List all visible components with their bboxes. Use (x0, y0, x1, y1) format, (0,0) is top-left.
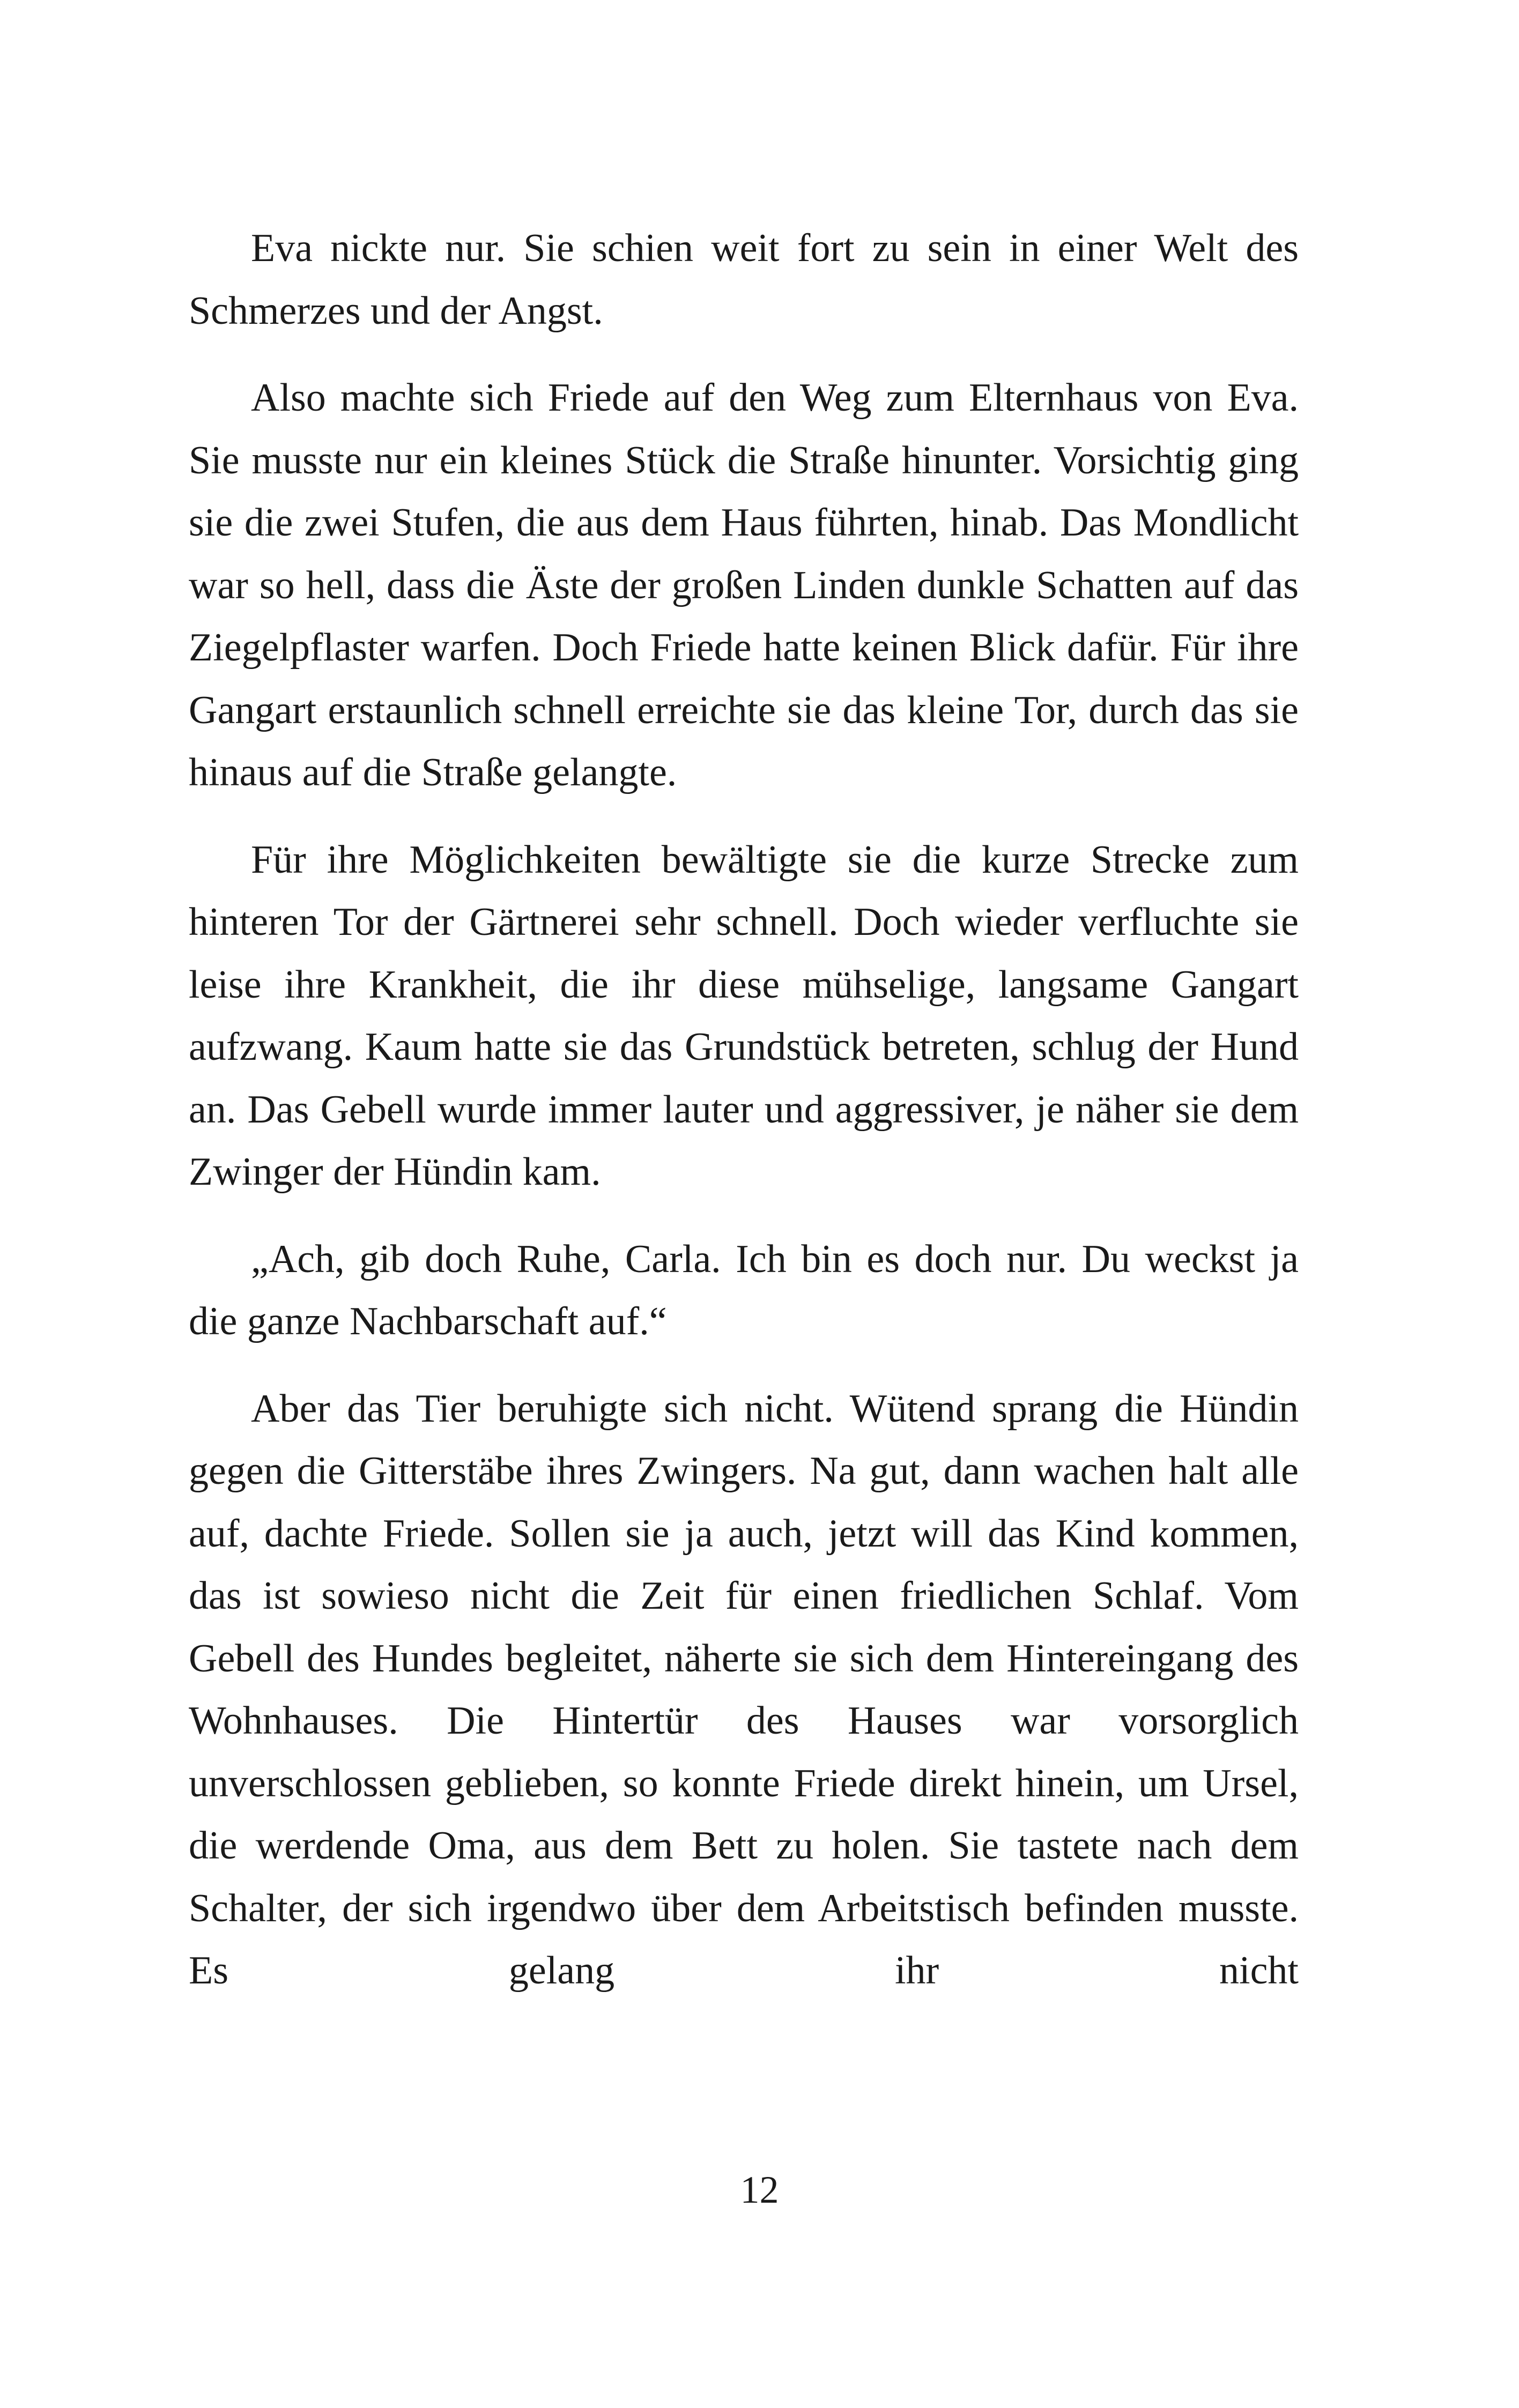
body-text (189, 217, 1299, 2002)
paragraph: Also machte sich Friede auf den Weg zum Elternhaus von Eva. Sie musste nur ein kleines Stück die Straße hinunter. Vorsichtig ging sie die zwei Stufen, die aus dem Haus führten, hinab. Das Mondlicht war so hell, dass die Äste der großen Linden dunkle Schatten auf das Ziegelpflaster warfen. Doch Friede hatte keinen Blick dafür. Für ihre Gangart erstaunlich schnell erreichte sie das kleine Tor, durch das sie hinaus auf die Straße gelangte. (189, 376, 1299, 794)
paragraph: Aber das Tier beruhigte sich nicht. Wütend sprang die Hündin gegen die Gitterstäbe ihres Zwingers. Na gut, dann wachen halt alle auf, dachte Friede. Sollen sie ja auch, jetzt will das Kind kommen, das ist sowieso nicht die Zeit für einen friedlichen Schlaf. Vom Gebell des Hundes begleitet, näherte sie sich dem Hintereingang des Wohnhauses. Die Hintertür des Hauses war vorsorglich unverschlossen geblieben, so konnte Friede direkt hinein, um Ursel, die werdende Oma, aus dem Bett zu holen. Sie tastete nach dem Schalter, der sich irgendwo über dem Arbeitstisch befinden musste. Es gelang ihr nicht (189, 1386, 1299, 1993)
paragraph: Für ihre Möglichkeiten bewältigte sie die kurze Strecke zum hinteren Tor der Gärtnerei sehr schnell. Doch wieder verfluchte sie leise ihre Krankheit, die ihr diese mühselige, langsame Gangart aufzwang. Kaum hatte sie das Grundstück betreten, schlug der Hund an. Das Gebell wurde immer lauter und aggressiver, je näher sie dem Zwinger der Hündin kam. (189, 837, 1299, 1194)
paragraph: „Ach, gib doch Ruhe, Carla. Ich bin es doch nur. Du weckst ja die ganze Nachbarschaft auf.“ (189, 1237, 1299, 1343)
page-number: 12 (740, 2168, 779, 2211)
paragraph: Eva nickte nur. Sie schien weit fort zu sein in einer Welt des Schmerzes und der Angst. (189, 226, 1299, 333)
